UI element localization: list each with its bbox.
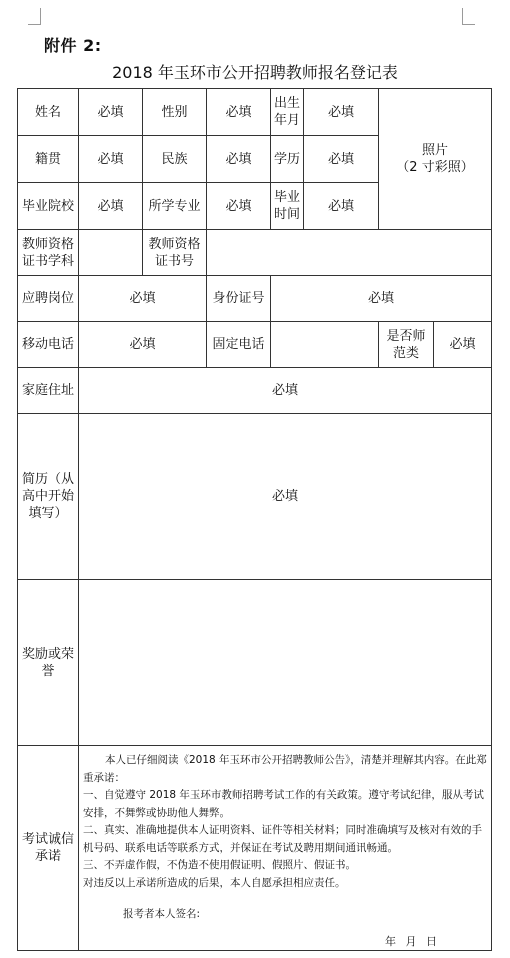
cert-subject-field[interactable] <box>79 230 143 276</box>
pledge-cell <box>79 746 492 951</box>
crop-mark-right <box>462 8 475 25</box>
id-label: 身份证号 <box>207 276 271 322</box>
awards-field[interactable] <box>79 580 492 746</box>
mobile-label: 移动电话 <box>18 322 79 368</box>
cert-no-label: 教师资格证书号 <box>143 230 207 276</box>
gender-label: 性别 <box>143 89 207 136</box>
grad-time-label: 毕业时间 <box>271 183 304 230</box>
school-field[interactable]: 必填 <box>79 183 143 230</box>
birth-field[interactable]: 必填 <box>304 89 379 136</box>
row-address <box>18 368 492 414</box>
normal-field[interactable]: 必填 <box>434 322 492 368</box>
grad-time-field[interactable]: 必填 <box>304 183 379 230</box>
photo-note: （2 寸彩照） <box>396 160 474 175</box>
photo-cell[interactable] <box>379 89 492 230</box>
landline-label: 固定电话 <box>207 322 271 368</box>
attachment-label: 附件 2: <box>44 36 102 55</box>
gender-field[interactable]: 必填 <box>207 89 271 136</box>
photo-label: 照片 <box>421 143 448 158</box>
pledge-item-2: 二、真实、准确地提供本人证明资料、证件等相关材料；同时准确填写及核对有效的手机号码、联系电话等联系方式，并保证在考试及聘用期间通讯畅通。 <box>83 824 482 854</box>
address-field[interactable]: 必填 <box>79 368 492 414</box>
pledge-intro: 本人已仔细阅读《2018 年玉环市公开招聘教师公告》，清楚并理解其内容。在此郑重承诺： <box>83 754 487 784</box>
page-title: 2018 年玉环市公开招聘教师报名登记表 <box>112 63 398 82</box>
resume-field[interactable]: 必填 <box>79 414 492 580</box>
education-label: 学历 <box>271 136 304 183</box>
registration-form-table <box>17 88 492 951</box>
school-label: 毕业院校 <box>18 183 79 230</box>
row-pledge <box>18 746 492 951</box>
normal-label: 是否师范类 <box>379 322 434 368</box>
position-field[interactable]: 必填 <box>79 276 207 322</box>
crop-mark-left <box>28 8 41 25</box>
major-label: 所学专业 <box>143 183 207 230</box>
row-resume <box>18 414 492 580</box>
name-field[interactable]: 必填 <box>79 89 143 136</box>
address-label: 家庭住址 <box>18 368 79 414</box>
resume-label: 简历（从高中开始填写） <box>18 414 79 580</box>
signature-line[interactable]: 报考者本人签名: <box>123 908 201 920</box>
name-label: 姓名 <box>18 89 79 136</box>
date-line[interactable]: 年 月 日 <box>385 935 437 948</box>
education-field[interactable]: 必填 <box>304 136 379 183</box>
cert-no-field[interactable] <box>207 230 492 276</box>
pledge-item-1: 一、自觉遵守 2018 年玉环市教师招聘考试工作的有关政策。遵守考试纪律，服从考试安排，不舞弊或协助他人舞弊。 <box>83 789 484 819</box>
native-label: 籍贯 <box>18 136 79 183</box>
row-position <box>18 276 492 322</box>
native-field[interactable]: 必填 <box>79 136 143 183</box>
row-name <box>18 89 492 136</box>
pledge-item-3: 三、不弄虚作假，不伪造不使用假证明、假照片、假证书。 <box>83 859 356 871</box>
ethnicity-label: 民族 <box>143 136 207 183</box>
major-field[interactable]: 必填 <box>207 183 271 230</box>
id-field[interactable]: 必填 <box>271 276 492 322</box>
ethnicity-field[interactable]: 必填 <box>207 136 271 183</box>
mobile-field[interactable]: 必填 <box>79 322 207 368</box>
pledge-closing: 对违反以上承诺所造成的后果，本人自愿承担相应责任。 <box>83 876 346 889</box>
birth-label: 出生年月 <box>271 89 304 136</box>
pledge-label: 考试诚信承诺 <box>18 746 79 951</box>
awards-label: 奖励或荣誉 <box>18 580 79 746</box>
landline-field[interactable] <box>271 322 379 368</box>
cert-subject-label: 教师资格证书学科 <box>18 230 79 276</box>
row-awards <box>18 580 492 746</box>
pledge-text <box>83 752 487 892</box>
row-phone <box>18 322 492 368</box>
position-label: 应聘岗位 <box>18 276 79 322</box>
row-certificate <box>18 230 492 276</box>
